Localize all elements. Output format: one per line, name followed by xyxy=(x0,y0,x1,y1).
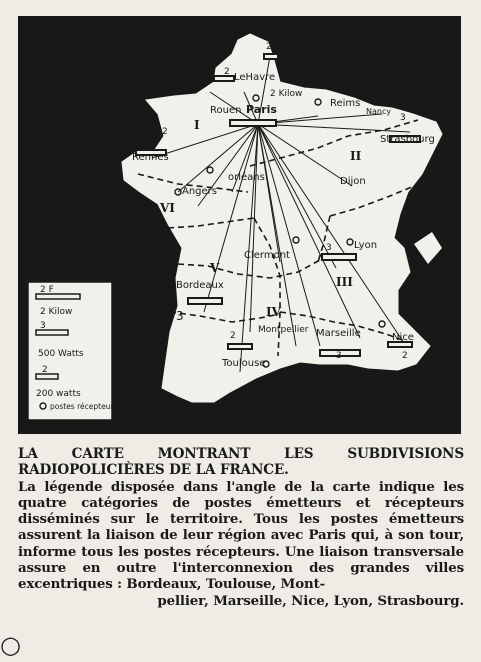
legend-label-0: 2 Kilow xyxy=(40,307,73,317)
region-i: I xyxy=(194,118,200,132)
legend-mark-0: 2 F xyxy=(40,285,54,295)
mark-bordeaux: 3 xyxy=(176,309,184,323)
region-ii: II xyxy=(350,149,362,163)
legend-mark-2: 2 xyxy=(42,365,48,375)
southeast-coast xyxy=(414,232,442,264)
france-radio-map xyxy=(18,16,461,434)
page-edge-mark: ○ xyxy=(0,631,21,659)
city-montpellier: Montpellier xyxy=(258,325,309,335)
mark-west: 2 xyxy=(162,127,168,137)
mark-strasbourg: 3 xyxy=(400,113,406,123)
region-iii: III xyxy=(336,275,353,289)
map-caption xyxy=(18,446,464,609)
city-nice: Nice xyxy=(392,332,414,343)
mark-north: 2 xyxy=(266,42,272,52)
city-rennes: Rennes xyxy=(132,152,169,163)
city-strasbourg: Strasbourg xyxy=(380,134,435,145)
mark-paris-kilow: 2 Kilow xyxy=(270,89,303,99)
region-iv: IV xyxy=(266,305,281,319)
city-clermont: Clermont xyxy=(244,250,290,261)
caption-last-line: pellier, Marseille, Nice, Lyon, Strasbourg. xyxy=(157,592,464,609)
mark-marseille: 3 xyxy=(336,351,342,361)
city-rouen: Rouen xyxy=(210,105,242,116)
city-le-havre: LeHavre xyxy=(234,72,276,83)
city-dijon: Dijon xyxy=(340,176,366,187)
mark-toulouse: 2 xyxy=(230,331,236,341)
mark-nice: 2 xyxy=(402,351,408,361)
city-paris: Paris xyxy=(246,103,277,116)
legend-mark-1: 3 xyxy=(40,321,46,331)
city-toulouse: Toulouse xyxy=(222,358,266,369)
city-reims: Reims xyxy=(330,98,361,109)
city-marseille: Marseille xyxy=(316,328,361,339)
city-angers: Angers xyxy=(182,186,217,197)
mark-lyon: 3 xyxy=(326,243,332,253)
legend-label-1: 500 Watts xyxy=(38,349,84,359)
city-bordeaux: Bordeaux xyxy=(176,280,224,291)
city-lyon: Lyon xyxy=(354,240,378,251)
region-v: V xyxy=(210,261,220,275)
city-nancy: Nancy xyxy=(366,107,392,116)
legend-receivers: postes récepteurs xyxy=(50,402,118,411)
city-orleans: orléans xyxy=(228,172,265,183)
caption-body: La légende disposée dans l'angle de la carte indique les quatre catégories de postes émetteurs et récepteurs disséminés sur le territoire. Tous les postes émetteurs assurent la liaison de leur région avec Paris qui, à son tour, informe tous les postes récepteurs. Une liaison transversale assure en outre l'interconnexion des grandes villes excentriques : Bordeaux, Toulouse, Mont- xyxy=(18,478,464,593)
map-legend xyxy=(28,282,118,420)
caption-heading: LA CARTE MONTRANT LES SUBDIVISIONS RADIOPOLICIÈRES DE LA FRANCE. xyxy=(18,446,464,479)
legend-label-2: 200 watts xyxy=(36,389,81,399)
mark-le-havre: 2 xyxy=(224,67,230,77)
region-vi: VI xyxy=(160,201,175,215)
